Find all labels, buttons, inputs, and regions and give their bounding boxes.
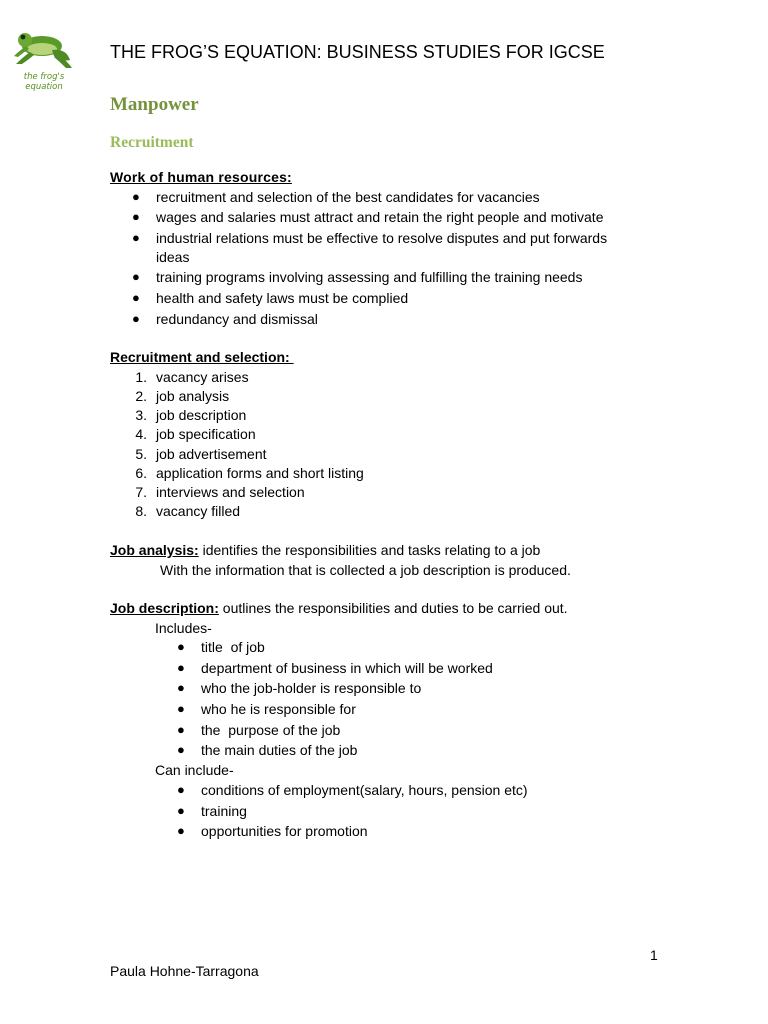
job-description-paragraph	[110, 599, 568, 617]
list-item: opportunities for promotion	[201, 823, 368, 839]
bullet-icon: ●	[177, 701, 185, 716]
page-number: 1	[650, 947, 658, 963]
includes-label: Includes-	[155, 620, 212, 636]
job-analysis-text: identifies the responsibilities and tasks relating to a job	[198, 542, 541, 558]
list-item: who the job-holder is responsible to	[201, 680, 422, 696]
step-number: 6.	[135, 465, 147, 481]
footer-author: Paula Hohne-Tarragona	[110, 963, 259, 979]
frog-icon	[8, 18, 76, 72]
frog-logo	[4, 18, 80, 108]
step-number: 3.	[135, 407, 147, 423]
list-item: recruitment and selection of the best candidates for vacancies	[156, 189, 540, 205]
bullet-icon: ●	[177, 782, 185, 797]
bullet-icon: ●	[177, 680, 185, 695]
step-item: job analysis	[156, 388, 230, 404]
bullet-icon: ●	[132, 311, 140, 326]
list-item: the purpose of the job	[201, 722, 341, 738]
list-item: department of business in which will be worked	[201, 660, 493, 676]
step-number: 7.	[135, 484, 147, 500]
can-include-label: Can include-	[155, 762, 234, 778]
job-description-text: outlines the responsibilities and duties to be carried out.	[218, 600, 568, 616]
bullet-icon: ●	[177, 823, 185, 838]
bullet-icon: ●	[132, 230, 140, 245]
heading-manpower: Manpower	[110, 94, 199, 115]
job-description-label: Job description:	[110, 600, 219, 616]
step-number: 4.	[135, 426, 147, 442]
bullet-icon: ●	[177, 722, 185, 737]
job-analysis-note: With the information that is collected a job description is produced.	[160, 562, 571, 578]
step-number: 1.	[135, 369, 147, 385]
step-item: job specification	[156, 426, 256, 442]
bullet-icon: ●	[132, 189, 140, 204]
list-item: the main duties of the job	[201, 742, 358, 758]
job-analysis-label: Job analysis:	[110, 542, 199, 558]
step-item: interviews and selection	[156, 484, 305, 500]
list-item: who he is responsible for	[201, 701, 356, 717]
list-item: wages and salaries must attract and retain the right people and motivate	[156, 209, 604, 225]
document-title: THE FROG’S EQUATION: BUSINESS STUDIES FOR IGCSE	[110, 42, 605, 62]
step-item: job advertisement	[156, 446, 267, 462]
step-item: job description	[156, 407, 247, 423]
list-item: training	[201, 803, 247, 819]
bullet-icon: ●	[177, 639, 185, 654]
step-item: vacancy arises	[156, 369, 249, 385]
list-item: redundancy and dismissal	[156, 311, 318, 327]
bullet-icon: ●	[132, 209, 140, 224]
hr-heading-text: Work of human resources:	[110, 169, 292, 185]
list-item: training programs involving assessing and fulfilling the training needs	[156, 269, 583, 285]
step-number: 2.	[135, 388, 147, 404]
heading-recruitment: Recruitment	[110, 134, 194, 151]
step-item: application forms and short listing	[156, 465, 364, 481]
list-item: title of job	[201, 639, 265, 655]
recruitment-section-heading	[110, 348, 294, 366]
bullet-icon: ●	[132, 290, 140, 305]
job-analysis-paragraph	[110, 541, 540, 559]
bullet-icon: ●	[177, 803, 185, 818]
step-item: vacancy filled	[156, 503, 241, 519]
list-item: industrial relations must be effective to resolve disputes and put forwards	[156, 230, 608, 246]
step-number: 5.	[135, 446, 147, 462]
recruitment-heading-text: Recruitment and selection:	[110, 349, 294, 365]
bullet-icon: ●	[132, 269, 140, 284]
list-item-continuation: ideas	[156, 249, 190, 265]
list-item: conditions of employment(salary, hours, pension etc)	[201, 782, 528, 798]
bullet-icon: ●	[177, 742, 185, 757]
hr-section-heading	[110, 168, 292, 186]
logo-caption: the frog's equation	[23, 72, 65, 92]
step-number: 8.	[135, 503, 147, 519]
list-item: health and safety laws must be complied	[156, 290, 409, 306]
bullet-icon: ●	[177, 660, 185, 675]
